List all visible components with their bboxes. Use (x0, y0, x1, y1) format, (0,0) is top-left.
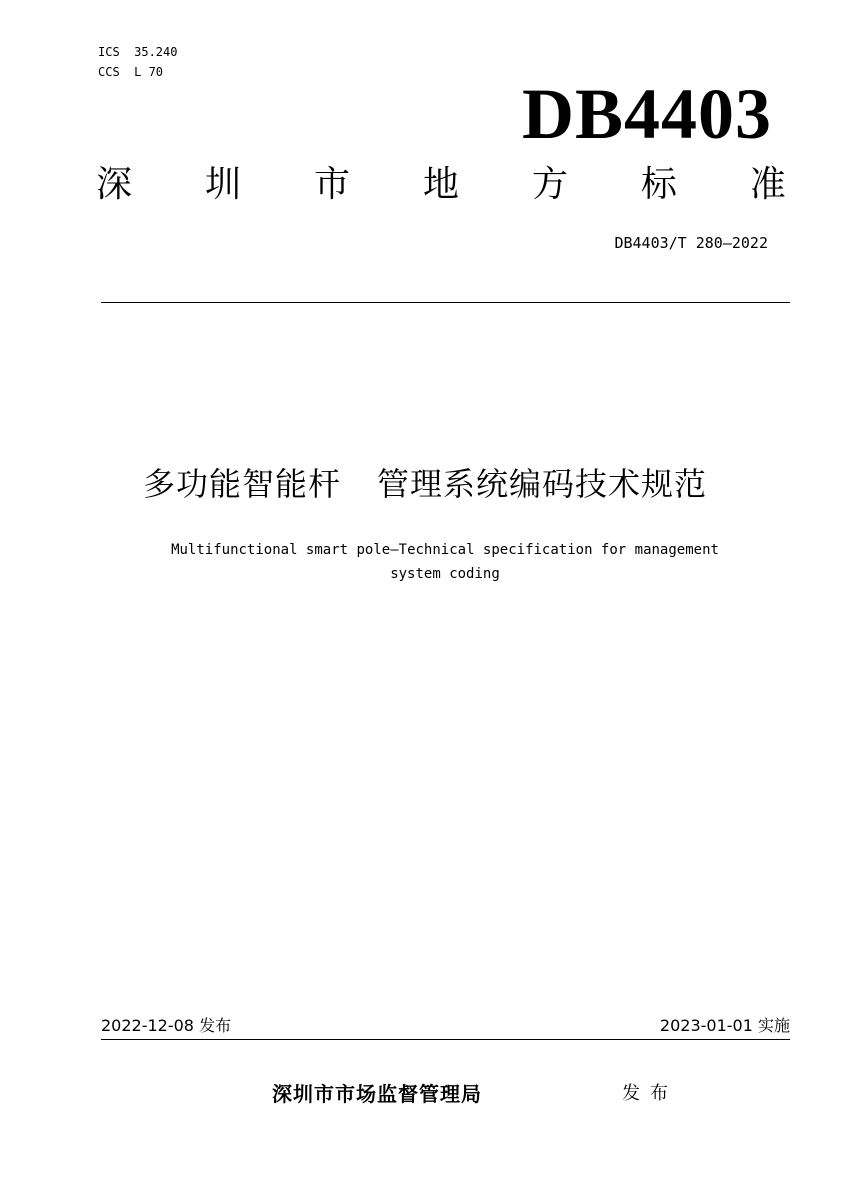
publish-date: 2022-12-08 发布 (101, 1016, 232, 1035)
issue-label: 发布 (622, 1083, 678, 1104)
ccs-code: CCS L 70 (98, 65, 164, 79)
issuing-authority: 深圳市市场监督管理局 (272, 1082, 482, 1106)
title-cn-part1: 多功能智能杆 (142, 465, 341, 503)
standard-type-char: 圳 (204, 164, 241, 205)
standard-type-char: 标 (640, 164, 677, 205)
header-divider (101, 302, 790, 303)
standard-type (96, 162, 786, 208)
title-en-line1: Multifunctional smart pole—Technical specification for management (171, 542, 719, 558)
document-title-cn (0, 462, 850, 506)
effective-date: 2023-01-01 实施 (659, 1016, 790, 1035)
standard-type-char: 市 (313, 164, 350, 205)
standard-type-char: 准 (749, 164, 786, 205)
standard-type-char: 方 (531, 164, 568, 205)
title-en-line2: system coding (390, 566, 500, 582)
title-cn-part2: 管理系统编码技术规范 (377, 465, 708, 503)
classification-codes (98, 42, 177, 82)
document-title-en (80, 538, 810, 586)
dates-row (101, 1014, 790, 1038)
footer-divider (101, 1039, 790, 1040)
standard-logo: DB4403 (521, 74, 772, 154)
ics-code: ICS 35.240 (98, 45, 178, 59)
standard-type-char: 深 (96, 164, 133, 205)
standard-type-char: 地 (422, 164, 459, 205)
standard-number: DB4403/T 280—2022 (614, 234, 768, 252)
